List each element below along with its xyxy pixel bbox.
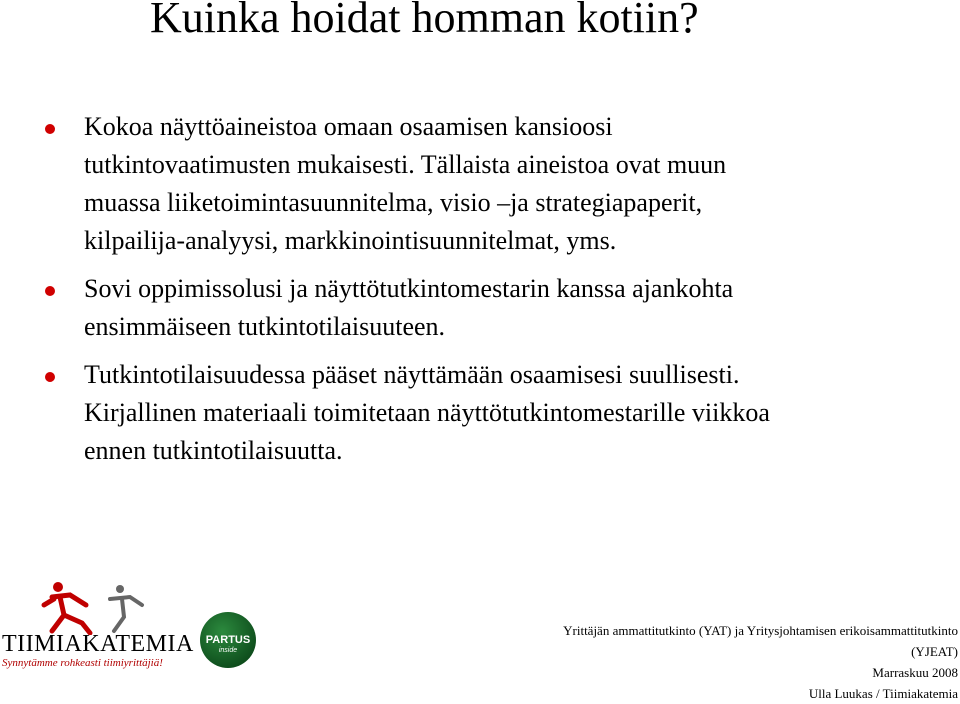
bullet-item (0, 356, 960, 470)
figure-icon (30, 575, 170, 635)
partus-logo (200, 612, 258, 670)
bullet-text: Kokoa näyttöaineistoa omaan osaamisen kansioosi tutkintovaatimusten mukaisesti. Tällaista aineistoa ovat muun muassa liiketoimintasuunnitelma, visio –ja strategiapaperit, kilpailija-analyysi, markkinointisuunnitelmat, yms. (84, 112, 727, 255)
footer-line-3: Marraskuu 2008 (872, 665, 958, 680)
footer (498, 620, 958, 704)
footer-line-2: (YJEAT) (911, 644, 958, 659)
partus-name: PARTUS (205, 634, 251, 646)
footer-line-4: Ulla Luukas / Tiimiakatemia (808, 686, 958, 701)
bullet-dot-icon (45, 372, 55, 382)
bullet-text: Tutkintotilaisuudessa pääset näyttämään osaamisesi suullisesti. Kirjallinen materiaali toimitetaan näyttötutkintomestarille viikkoa ennen tutkintotilaisuutta. (84, 360, 770, 465)
bullet-dot-icon (45, 124, 55, 134)
bullet-dot-icon (45, 286, 55, 296)
logo-wordmark: TIIMIAKATEMIA (2, 631, 194, 657)
bullet-text: Sovi oppimissolusi ja näyttötutkintomestarin kanssa ajankohta ensimmäiseen tutkintotilaisuuteen. (84, 274, 734, 341)
bullet-list (0, 108, 960, 480)
tiimiakatemia-logo (0, 575, 200, 683)
bullet-item (0, 108, 960, 260)
partus-sub: inside (218, 647, 238, 654)
slide-title: Kuinka hoidat homman kotiin? (150, 0, 699, 42)
footer-line-1: Yrittäjän ammattitutkinto (YAT) ja Yritysjohtamisen erikoisammattitutkinto (563, 623, 958, 638)
bullet-item (0, 270, 960, 346)
logo-slogan: Synnytämme rohkeasti tiimiyrittäjiä! (2, 657, 163, 669)
